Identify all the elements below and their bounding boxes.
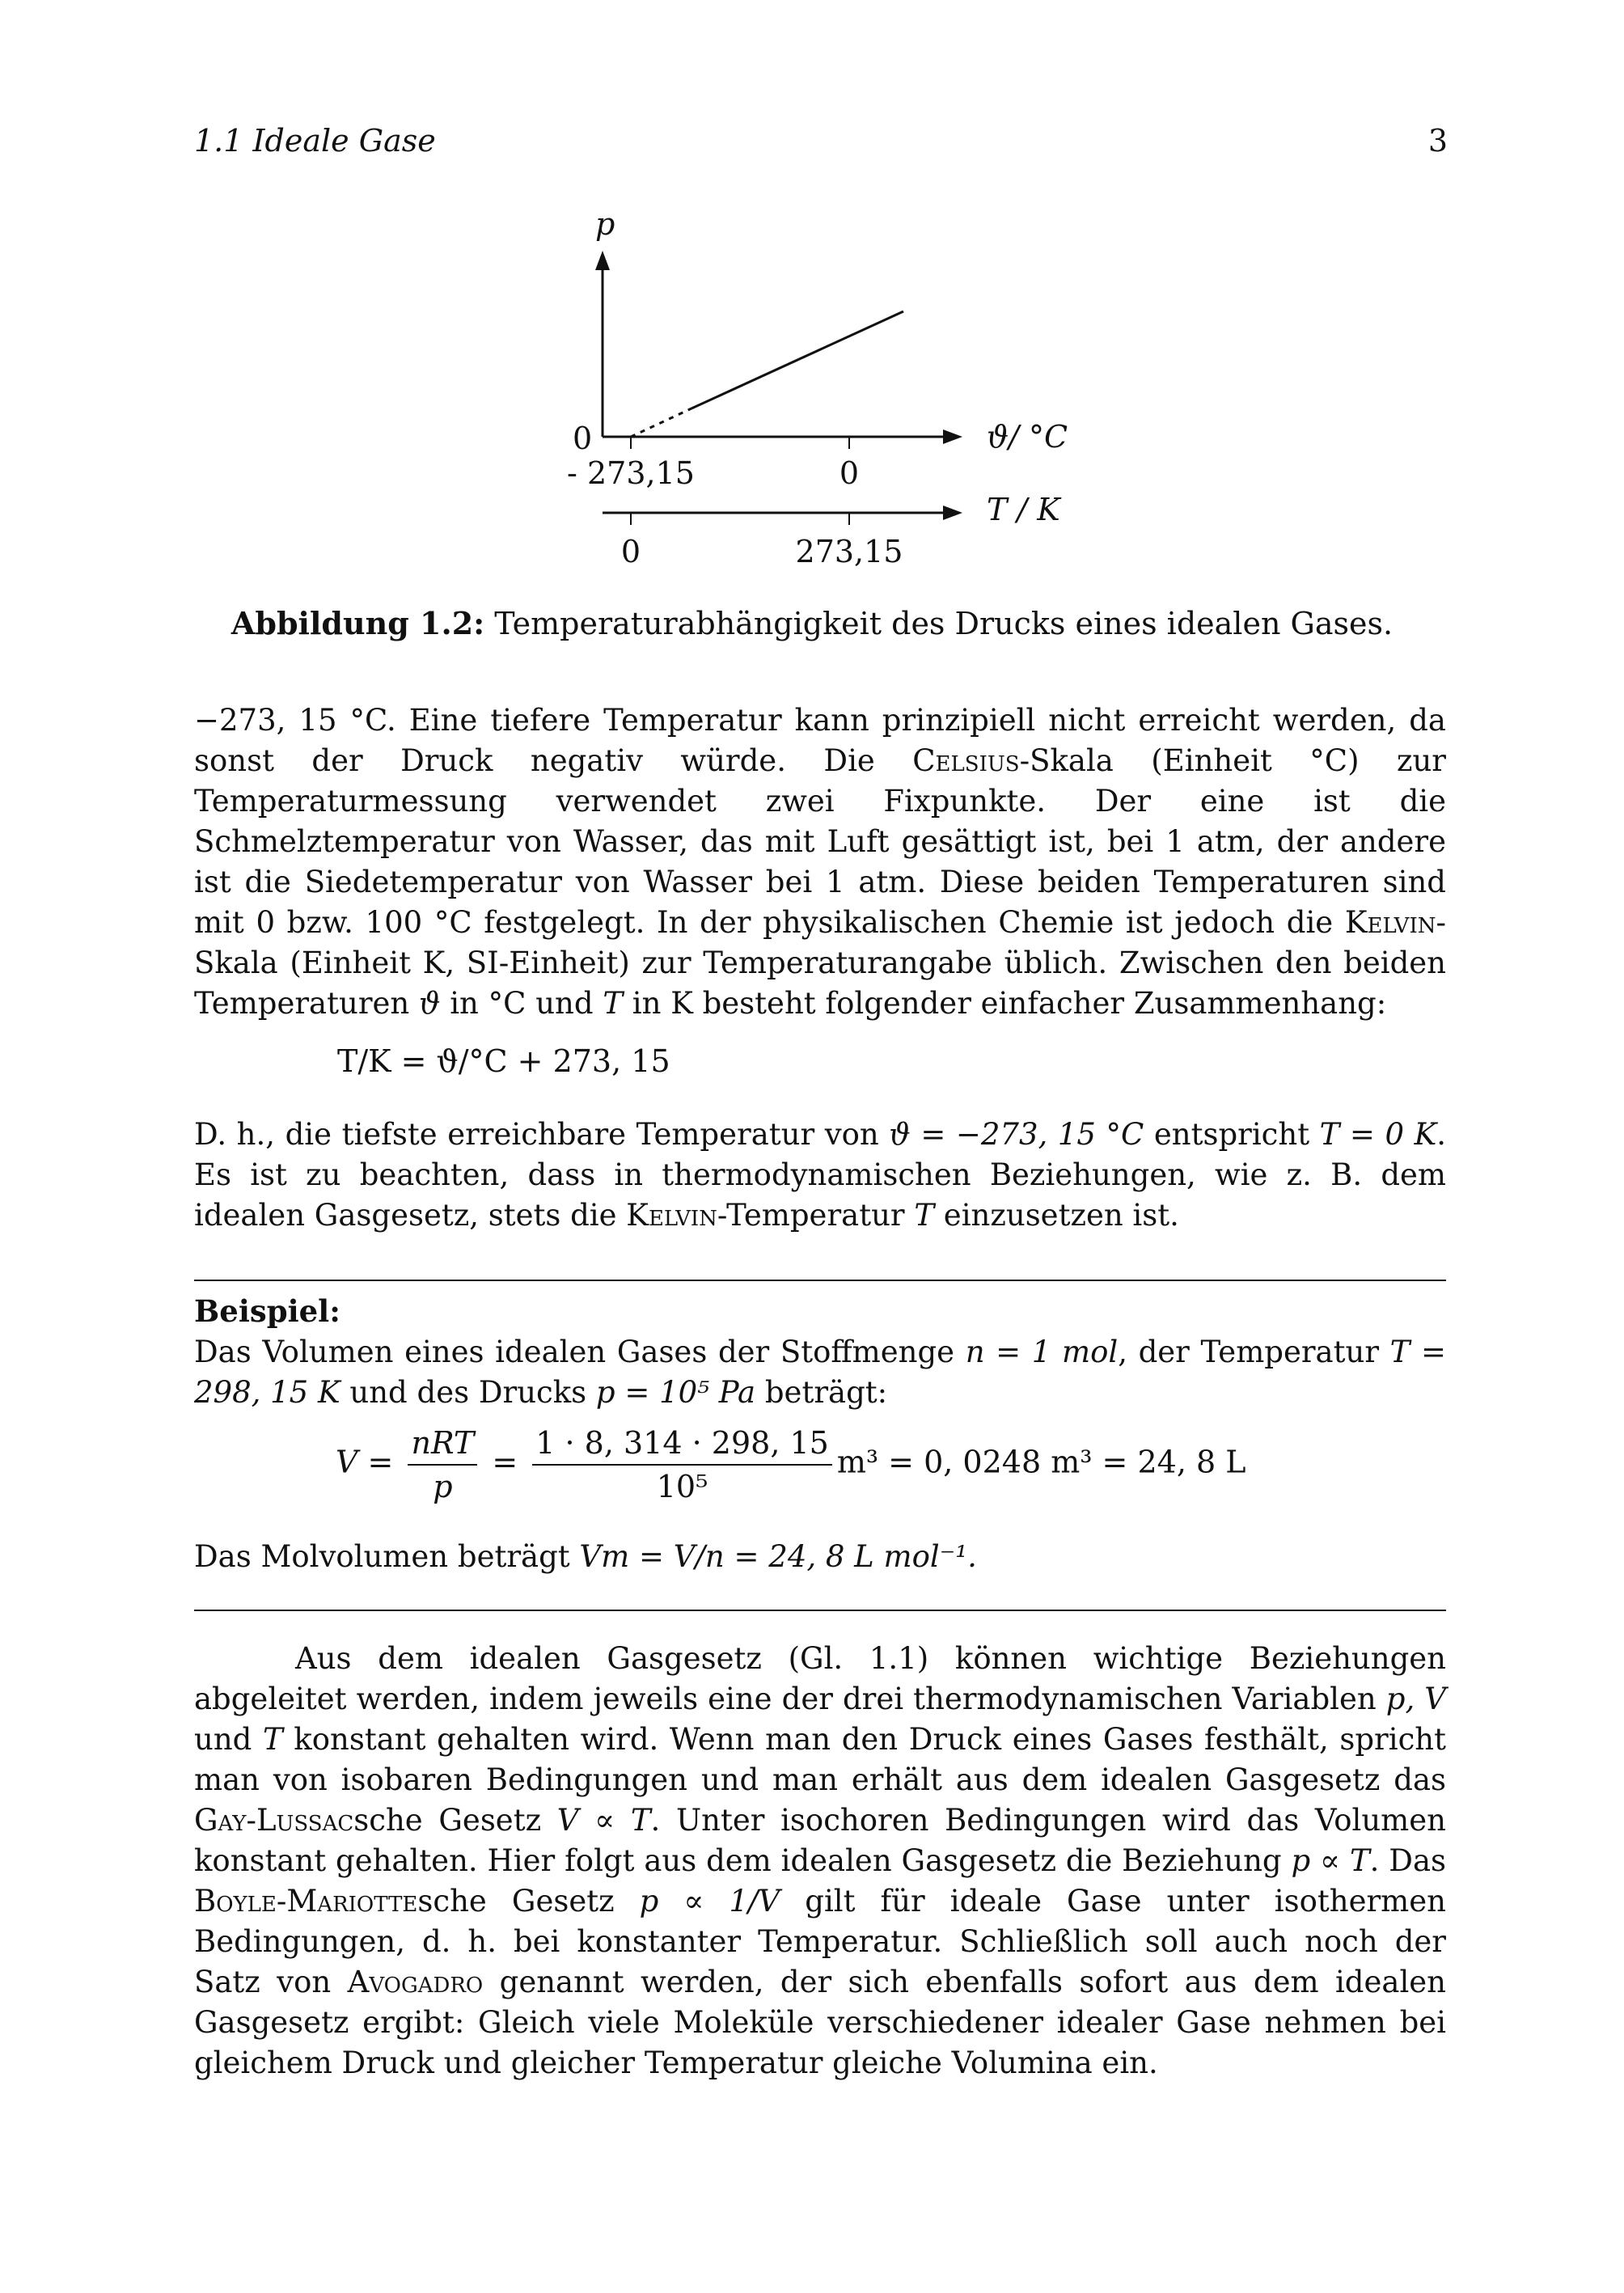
fraction-nrt-p: $\frac{\text{nRT}}{p}$ [408, 1425, 477, 1504]
y-axis-label: p [595, 206, 615, 242]
example-box: Beispiel: Das Volumen eines idealen Gases der Stoffmenge n = 1 mol, der Temperatur T = 298, 15 K und des Drucks p = 10⁵ Pa beträgt: [194, 1293, 1446, 1410]
figure-pressure-temperature [550, 202, 1116, 582]
celsius-axis-label: ϑ/ °C [987, 419, 1068, 455]
caption-text: Temperaturabhängigkeit des Drucks eines idealen Gases. [484, 606, 1394, 641]
kelvin-tick-label: 0 [620, 534, 641, 569]
celsius-tick-label: 0 [839, 455, 860, 491]
paragraph-2: D. h., die tiefste erreichbare Temperatur von ϑ = −273, 15 °C entspricht T = 0 K. Es ist zu beachten, dass in thermodynamischen Beziehungen, wie z. B. dem idealen Gasgesetz, stets die Kelvin-Temperatur T einzusetzen ist. [194, 1117, 1447, 1233]
origin-label: 0 [573, 421, 593, 456]
kelvin-tick-label: 273,15 [795, 534, 903, 569]
page-number: 3 [1427, 123, 1448, 159]
fraction-values: $\frac{1 \cdot 8, 314 \cdot 298, 15}{\text{10⁵}}$ [532, 1425, 832, 1504]
example-title: Beispiel: [194, 1293, 340, 1329]
kelvin-axis-arrowhead [943, 506, 962, 520]
running-header-title: 1.1 Ideale Gase [194, 123, 436, 159]
pressure-line [691, 311, 903, 408]
pressure-line-extrapolated [631, 408, 691, 437]
celsius-axis-arrowhead [943, 429, 962, 444]
kelvin-axis-label: T / K [987, 492, 1060, 527]
y-axis-arrowhead [595, 251, 610, 270]
equation-volume: V = $\frac{\text{nRT}}{p}$ = $\frac{1 \cdot 8, 314 \cdot 298, 15}{\text{10⁵}}$ m³ = 0, 0248 m³ = 24, 8 L [336, 1425, 1246, 1504]
example-molvolume: Das Molvolumen beträgt Vm = V/n = 24, 8 L mol⁻¹. [194, 1539, 977, 1574]
equation-kelvin-celsius: T/K = ϑ/°C + 273, 15 [337, 1043, 670, 1079]
caption-label: Abbildung 1.2: [230, 605, 485, 641]
example-rule-top [194, 1280, 1446, 1281]
figure-caption [0, 605, 1624, 641]
example-rule-bottom [194, 1610, 1446, 1611]
celsius-tick-label: - 273,15 [567, 455, 695, 491]
paragraph-1: −273, 15 °C. Eine tiefere Temperatur kann prinzipiell nicht erreicht werden, da sonst der Druck negativ würde. Die Celsius-Skala (Einheit °C) zur Temperaturmessung verwendet zwei Fixpunkte. Der eine ist die Schmelztemperatur von Wasser, das mit Luft gesättigt ist, bei 1 atm, der andere ist die Siedetemperatur von Wasser bei 1 atm. Diese beiden Temperaturen sind mit 0 bzw. 100 °C festgelegt. In der physikalischen Chemie ist jedoch die Kelvin-Skala (Einheit K, SI-Einheit) zur Temperaturangabe üblich. Zwischen den beiden Temperaturen ϑ in °C und T in K besteht folgender einfacher Zusammenhang: [194, 703, 1446, 1021]
paragraph-3: Aus dem idealen Gasgesetz (Gl. 1.1) können wichtige Beziehungen abgeleitet werden, indem jeweils eine der drei thermodynamischen Variablen p, V und T konstant gehalten wird. Wenn man den Druck eines Gases festhält, spricht man von isobaren Bedingungen und man erhält aus dem idealen Gasgesetz das Gay-Lussacsche Gesetz V ∝ T. Unter isochoren Bedingungen wird das Volumen konstant gehalten. Hier folgt aus dem idealen Gasgesetz die Beziehung p ∝ T. Das Boyle-Mariottesche Gesetz p ∝ 1/V gilt für ideale Gase unter isothermen Bedingungen, d. h. bei konstanter Temperatur. Schließlich soll auch noch der Satz von Avogadro genannt werden, der sich ebenfalls sofort aus dem idealen Gasgesetz ergibt: Gleich viele Moleküle verschiedener idealer Gase nehmen bei gleichem Druck und gleicher Temperatur gleiche Volumina ein. [194, 1641, 1446, 2080]
figure-svg [550, 202, 1116, 582]
